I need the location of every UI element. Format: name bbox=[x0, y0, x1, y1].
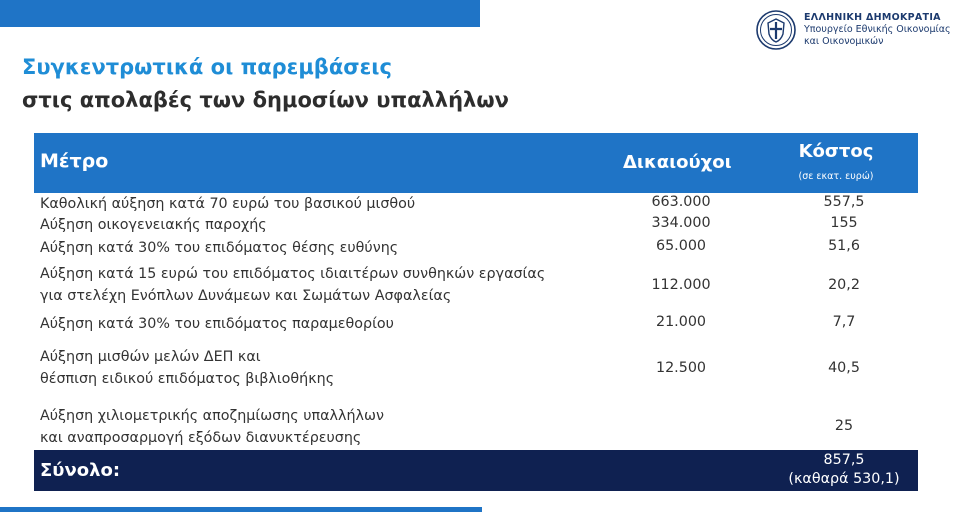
table-total-row bbox=[34, 450, 918, 491]
row-cost: 25 bbox=[834, 418, 854, 434]
row-measure: Αύξηση κατά 30% του επιδόματος παραμεθορίου bbox=[40, 316, 394, 332]
row-cost: 40,5 bbox=[828, 360, 860, 376]
logo-title: ΕΛΛΗΝΙΚΗ ΔΗΜΟΚΡΑΤΙΑ bbox=[804, 12, 941, 23]
greek-emblem-icon bbox=[756, 10, 796, 50]
table-row bbox=[34, 341, 918, 398]
row-measure-line1: Αύξηση κατά 15 ευρώ του επιδόματος ιδιαιτέρων συνθηκών εργασίας bbox=[40, 266, 546, 282]
table-header bbox=[34, 133, 918, 193]
table-row bbox=[34, 193, 918, 214]
table-row bbox=[34, 237, 918, 262]
logo-subtitle-line2: και Οικονομικών bbox=[804, 36, 884, 47]
total-net-value: (καθαρά 530,1) bbox=[788, 471, 900, 487]
total-label: Σύνολο: bbox=[40, 460, 121, 481]
row-cost: 20,2 bbox=[828, 277, 860, 293]
row-beneficiaries: 12.500 bbox=[655, 360, 707, 376]
row-beneficiaries: 112.000 bbox=[651, 277, 711, 293]
row-cost: 155 bbox=[830, 215, 858, 231]
row-measure: Καθολική αύξηση κατά 70 ευρώ του βασικού μισθού bbox=[40, 196, 416, 212]
row-measure: Αύξηση οικογενειακής παροχής bbox=[40, 217, 267, 233]
row-beneficiaries: 65.000 bbox=[655, 238, 707, 254]
table-row bbox=[34, 214, 918, 237]
table-row bbox=[34, 398, 918, 450]
row-measure-line2: θέσπιση ειδικού επιδόματος βιβλιοθήκης bbox=[40, 371, 335, 387]
row-measure-line1: Αύξηση χιλιομετρικής αποζημίωσης υπαλλήλων bbox=[40, 408, 384, 424]
header-cost-unit: (σε εκατ. ευρώ) bbox=[798, 171, 874, 182]
page-title-line2: στις απολαβές των δημοσίων υπαλλήλων bbox=[22, 88, 509, 112]
row-beneficiaries: 663.000 bbox=[651, 194, 711, 210]
row-cost: 7,7 bbox=[832, 314, 856, 330]
table-row bbox=[34, 262, 918, 313]
row-measure: Αύξηση κατά 30% του επιδόματος θέσης ευθύνης bbox=[40, 240, 399, 256]
logo-subtitle-line1: Υπουργείο Εθνικής Οικονομίας bbox=[804, 24, 951, 35]
row-measure-line1: Αύξηση μισθών μελών ΔΕΠ και bbox=[40, 349, 261, 365]
table-row bbox=[34, 313, 918, 341]
row-beneficiaries: 334.000 bbox=[651, 215, 711, 231]
top-accent-bar bbox=[0, 0, 480, 27]
row-cost: 557,5 bbox=[823, 194, 865, 210]
ministry-logo bbox=[756, 10, 951, 50]
page-title-line1: Συγκεντρωτικά οι παρεμβάσεις bbox=[22, 55, 392, 79]
row-beneficiaries: 21.000 bbox=[655, 314, 707, 330]
bottom-accent-bar bbox=[0, 507, 482, 512]
row-measure-line2: για στελέχη Ενόπλων Δυνάμεων και Σωμάτων Ασφαλείας bbox=[40, 288, 452, 304]
measures-table bbox=[34, 133, 918, 487]
row-cost: 51,6 bbox=[828, 238, 860, 254]
total-value: 857,5 bbox=[823, 452, 865, 468]
header-beneficiaries: Δικαιούχοι bbox=[623, 152, 732, 173]
row-measure-line2: και αναπροσαρμογή εξόδων διανυκτέρευσης bbox=[40, 430, 362, 446]
header-measure: Μέτρο bbox=[40, 150, 109, 172]
header-cost: Κόστος bbox=[798, 141, 874, 162]
